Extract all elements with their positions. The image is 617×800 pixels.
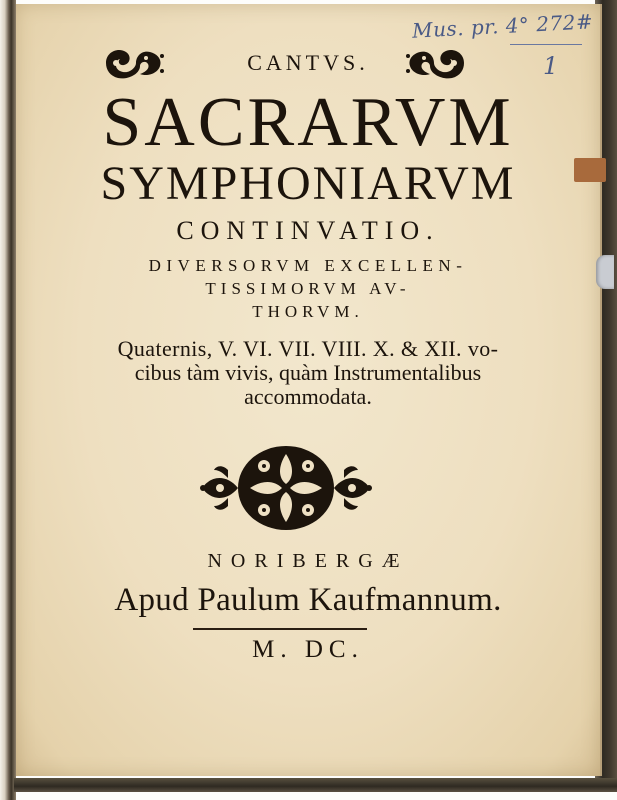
book-cover-bottom: [14, 778, 617, 792]
authors-line-1: DIVERSORVM EXCELLEN-: [148, 256, 468, 275]
printers-ornament-icon: [198, 440, 374, 536]
place-of-printing: NORIBERGÆ: [207, 550, 409, 572]
shelfmark-annotation: Mus. pr. 4° 272#: [411, 9, 594, 43]
book-spine-edge: [0, 0, 16, 800]
title-line-1: SACRARVM: [102, 84, 514, 161]
title-line-3: CONTINVATIO.: [176, 216, 440, 245]
voice-part-label: CANTVS.: [247, 50, 369, 75]
description-line-1: Quaternis, V. VI. VII. VIII. X. & XII. vo-: [117, 336, 499, 361]
description-line-2: cibus tàm vivis, quàm Instrumentalibus: [134, 360, 482, 385]
shelfmark-underline: [510, 44, 582, 45]
publication-year: M. DC.: [252, 636, 364, 663]
title-line-2: SYMPHONIARVM: [100, 157, 516, 210]
imprint-rule: [193, 628, 367, 630]
printer-imprint: Apud Paulum Kaufmannum.: [114, 582, 502, 618]
authors-line-2: TISSIMORVM AV-: [205, 279, 411, 298]
authors-line-3: THORVM.: [252, 302, 364, 321]
description-line-3: accommodata.: [244, 384, 372, 409]
volume-number-annotation: 1: [543, 52, 559, 80]
